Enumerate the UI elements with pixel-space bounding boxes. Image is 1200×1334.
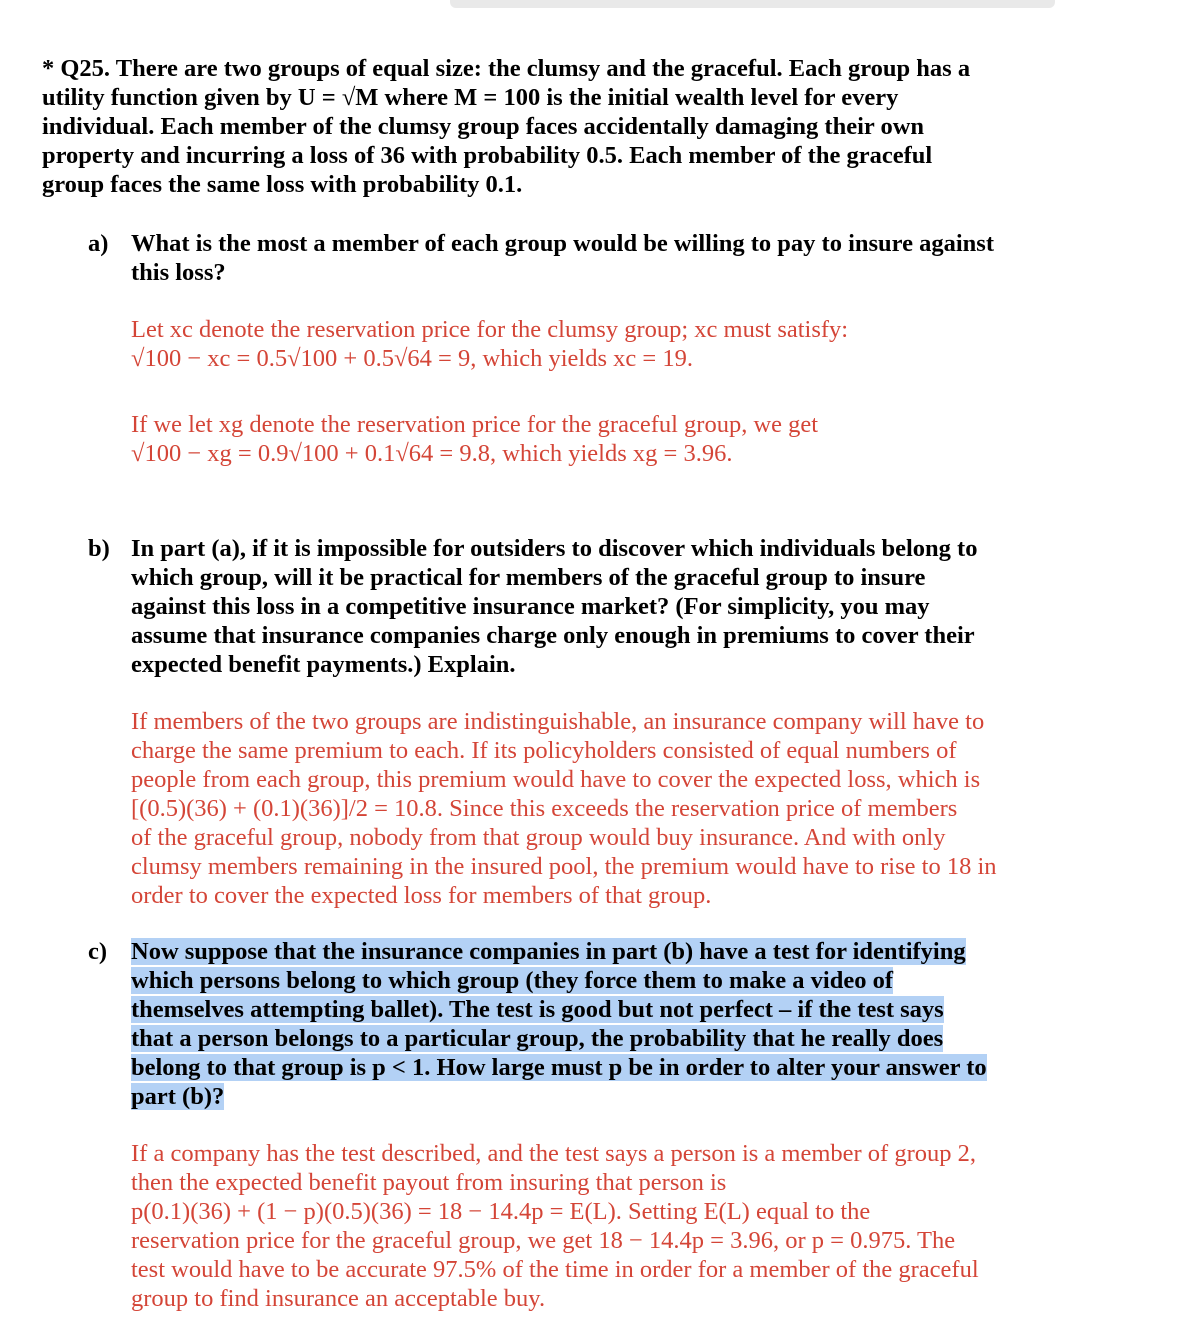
part-b-question-line: In part (a), if it is impossible for outsiders to discover which individuals belong to [131,535,978,562]
answer-line: reservation price for the graceful group, we get 18 − 14.4p = 3.96, or p = 0.975. The [131,1227,956,1254]
part-b-answer [131,707,997,910]
part-b-question-line: expected benefit payments.) Explain. [131,651,516,678]
part-b-question-line: which group, will it be practical for members of the graceful group to insure [131,564,926,591]
question-q25 [42,54,970,199]
answer-line: charge the same premium to each. If its policyholders consisted of equal numbers of [131,737,957,764]
answer-line: If members of the two groups are indistinguishable, an insurance company will have to [131,708,985,735]
top-scroll-shadow [450,0,1055,8]
part-c-question[interactable] [131,937,987,1111]
answer-line: people from each group, this premium would have to cover the expected loss, which is [131,766,981,793]
answer-line: order to cover the expected loss for members of that group. [131,882,712,909]
answer-line: then the expected benefit payout from insuring that person is [131,1169,727,1196]
part-b-question-line: assume that insurance companies charge only enough in premiums to cover their [131,622,975,649]
part-c-question-line: which persons belong to which group (they force them to make a video of [131,967,893,994]
question-line: * Q25. There are two groups of equal size: the clumsy and the graceful. Each group has a [42,55,971,82]
part-a-answer-clumsy [131,315,848,373]
answer-line: √100 − xc = 0.5√100 + 0.5√64 = 9, which yields xc = 19. [131,345,693,372]
answer-line: Let xc denote the reservation price for the clumsy group; xc must satisfy: [131,316,849,343]
question-line: utility function given by U = √M where M = 100 is the initial wealth level for every [42,84,899,111]
question-line: group faces the same loss with probability 0.1. [42,171,523,198]
part-a-question-line: What is the most a member of each group would be willing to pay to insure against [131,230,994,257]
answer-line: If we let xg denote the reservation price for the graceful group, we get [131,411,819,438]
part-a-label: a) [88,230,109,257]
part-c-question-line: belong to that group is p < 1. How large must p be in order to alter your answer to [131,1054,987,1081]
part-a-answer-graceful [131,410,818,468]
answer-line: group to find insurance an acceptable buy. [131,1285,546,1312]
part-c-question-line: Now suppose that the insurance companies in part (b) have a test for identifying [131,938,966,965]
part-a-question [131,229,994,287]
part-c-question-line: part (b)? [131,1083,225,1110]
question-line: property and incurring a loss of 36 with probability 0.5. Each member of the graceful [42,142,933,169]
answer-line: If a company has the test described, and the test says a person is a member of group 2, [131,1140,976,1167]
part-b-question-line: against this loss in a competitive insurance market? (For simplicity, you may [131,593,930,620]
part-b-label: b) [88,535,110,562]
part-c-question-line: themselves attempting ballet). The test is good but not perfect – if the test says [131,996,944,1023]
part-c-answer [131,1139,979,1313]
part-c-label: c) [88,938,108,965]
answer-line: of the graceful group, nobody from that group would buy insurance. And with only [131,824,946,851]
part-a-question-line: this loss? [131,259,226,286]
answer-line: clumsy members remaining in the insured pool, the premium would have to rise to 18 in [131,853,997,880]
question-line: individual. Each member of the clumsy group faces accidentally damaging their own [42,113,925,140]
answer-line: test would have to be accurate 97.5% of the time in order for a member of the graceful [131,1256,979,1283]
answer-line: √100 − xg = 0.9√100 + 0.1√64 = 9.8, which yields xg = 3.96. [131,440,733,467]
part-c-question-line: that a person belongs to a particular group, the probability that he really does [131,1025,944,1052]
answer-line: [(0.5)(36) + (0.1)(36)]/2 = 10.8. Since this exceeds the reservation price of members [131,795,958,822]
answer-line: p(0.1)(36) + (1 − p)(0.5)(36) = 18 − 14.4p = E(L). Setting E(L) equal to the [131,1198,871,1225]
part-b-question [131,534,977,679]
